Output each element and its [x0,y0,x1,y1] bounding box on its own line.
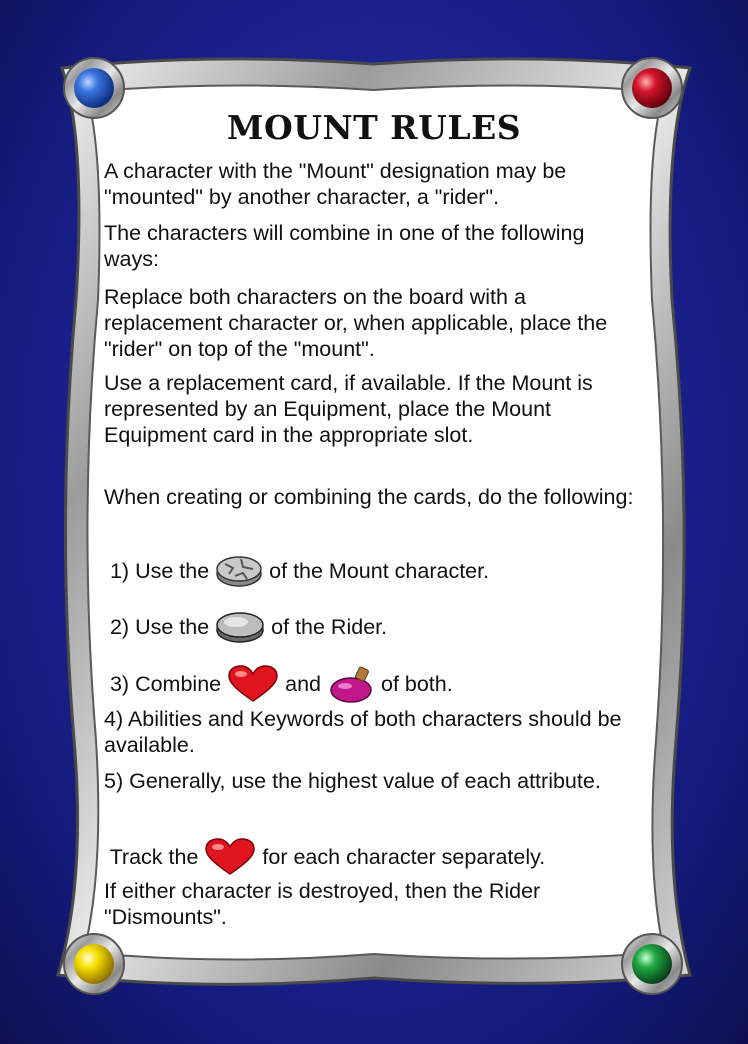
round-base-icon [215,610,265,644]
step-2-text-a: 2) Use the [104,615,210,639]
paragraph-dismount: If either character is destroyed, then the Rider "Dismounts". [104,879,541,929]
track-text-a: Track the [104,845,199,869]
frame-inner [84,85,664,959]
step-1-text-b: of the Mount character. [269,559,490,583]
track-text-b: for each character separately. [262,845,546,869]
step-1 [104,554,644,588]
gem-bottom-right [622,934,682,994]
step-3 [104,664,644,704]
step-3-text-b: and [285,672,321,696]
step-5: 5) Generally, use the highest value of each attribute. [104,769,601,793]
step-4: 4) Abilities and Keywords of both characters should be available. [104,707,622,757]
step-3-text-a: 3) Combine [104,672,222,696]
step-2 [104,610,644,644]
step-3-text-c: of both. [380,672,453,696]
potion-icon [327,664,375,704]
paragraph-replacement-card: Use a replacement card, if available. If the Mount is represented by an Equipment, place the Mount Equipment card in the appropriate slot. [104,371,593,447]
gem-bottom-left [64,934,124,994]
step-2-text-b: of the Rider. [271,615,388,639]
cracked-base-icon [215,554,263,588]
paragraph-replace-both: Replace both characters on the board with a replacement character or, when applicable, place the "rider" on top of the "mount". [104,285,608,361]
card-title: MOUNT RULES [226,108,522,147]
track-line [104,838,644,876]
paragraph-mount-designation: A character with the "Mount" designation may be "mounted" by another character, a "rider". [104,159,567,209]
paragraph-combine-ways: The characters will combine in one of the following ways: [104,221,585,271]
step-1-text-a: 1) Use the [104,559,210,583]
heart-icon [227,665,279,703]
heart-icon [204,838,256,876]
paragraph-do-following: When creating or combining the cards, do the following: [104,485,634,509]
